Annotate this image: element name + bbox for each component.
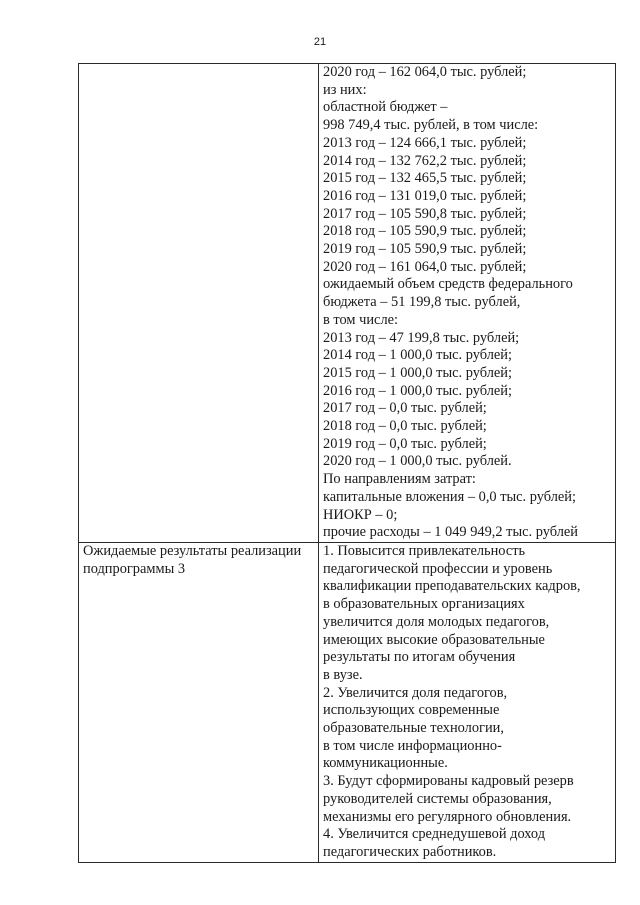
text-line: имеющих высокие образовательные [323,631,545,648]
text-line: 2018 год – 105 590,9 тыс. рублей; [323,223,527,240]
row-label-line: Ожидаемые результаты реализации [83,542,302,559]
text-line: 2014 год – 1 000,0 тыс. рублей; [323,347,512,364]
text-line: 2018 год – 0,0 тыс. рублей; [323,418,487,435]
text-line: педагогических работников. [323,843,497,860]
text-line: 2013 год – 47 199,8 тыс. рублей; [323,329,520,346]
text-line: в образовательных организациях [323,596,525,613]
text-line: 4. Увеличится среднедушевой доход [323,826,546,843]
text-line: 2016 год – 131 019,0 тыс. рублей; [323,187,527,204]
text-line: образовательные технологии, [323,720,504,737]
text-line: механизмы его регулярного обновления. [323,808,572,825]
text-line: из них: [323,81,367,98]
text-line: капитальные вложения – 0,0 тыс. рублей; [323,488,576,505]
label-cell [79,64,319,543]
label-cell [79,542,319,862]
text-line: 2015 год – 132 465,5 тыс. рублей; [323,170,527,187]
row-label-line: подпрограммы 3 [83,560,186,577]
text-line: 2017 год – 0,0 тыс. рублей; [323,400,487,417]
text-line: 2020 год – 161 064,0 тыс. рублей; [323,258,527,275]
text-line: в том числе информационно- [323,737,502,754]
text-line: прочие расходы – 1 049 949,2 тыс. рублей [323,524,578,541]
page-number: 21 [313,36,327,48]
document-table [78,63,616,863]
text-line: бюджета – 51 199,8 тыс. рублей, [323,294,521,311]
content-cell [319,64,616,543]
text-line: ожидаемый объем средств федерального [323,276,573,293]
text-line: 998 749,4 тыс. рублей, в том числе: [323,117,539,134]
text-line: коммуникационные. [323,755,448,772]
text-line: 3. Будут сформированы кадровый резерв [323,773,574,790]
content-cell [319,542,616,862]
text-line: 2019 год – 105 590,9 тыс. рублей; [323,241,527,258]
text-line: в том числе: [323,311,399,328]
table-row [79,542,616,862]
text-line: 2020 год – 1 000,0 тыс. рублей. [323,453,512,470]
text-line: в вузе. [323,666,363,683]
text-line: НИОКР – 0; [323,506,398,523]
text-line: 2013 год – 124 666,1 тыс. рублей; [323,134,527,151]
text-line: 2016 год – 1 000,0 тыс. рублей; [323,382,512,399]
text-line: педагогической профессии и уровень [323,560,553,577]
text-line: квалификации преподавательских кадров, [323,578,581,595]
text-line: результаты по итогам обучения [323,649,516,666]
text-line: 2017 год – 105 590,8 тыс. рублей; [323,205,527,222]
text-line: использующих современные [323,702,500,719]
table-row [79,64,616,543]
text-line: областной бюджет – [323,99,448,116]
text-line: увеличится доля молодых педагогов, [323,613,550,630]
text-line: руководителей системы образования, [323,790,552,807]
text-line: По направлениям затрат: [323,471,476,488]
text-line: 1. Повысится привлекательность [323,542,526,559]
text-line: 2. Увеличится доля педагогов, [323,684,508,701]
text-line: 2019 год – 0,0 тыс. рублей; [323,435,487,452]
text-line: 2015 год – 1 000,0 тыс. рублей; [323,364,512,381]
text-line: 2014 год – 132 762,2 тыс. рублей; [323,152,527,169]
text-line: 2020 год – 162 064,0 тыс. рублей; [323,64,527,80]
